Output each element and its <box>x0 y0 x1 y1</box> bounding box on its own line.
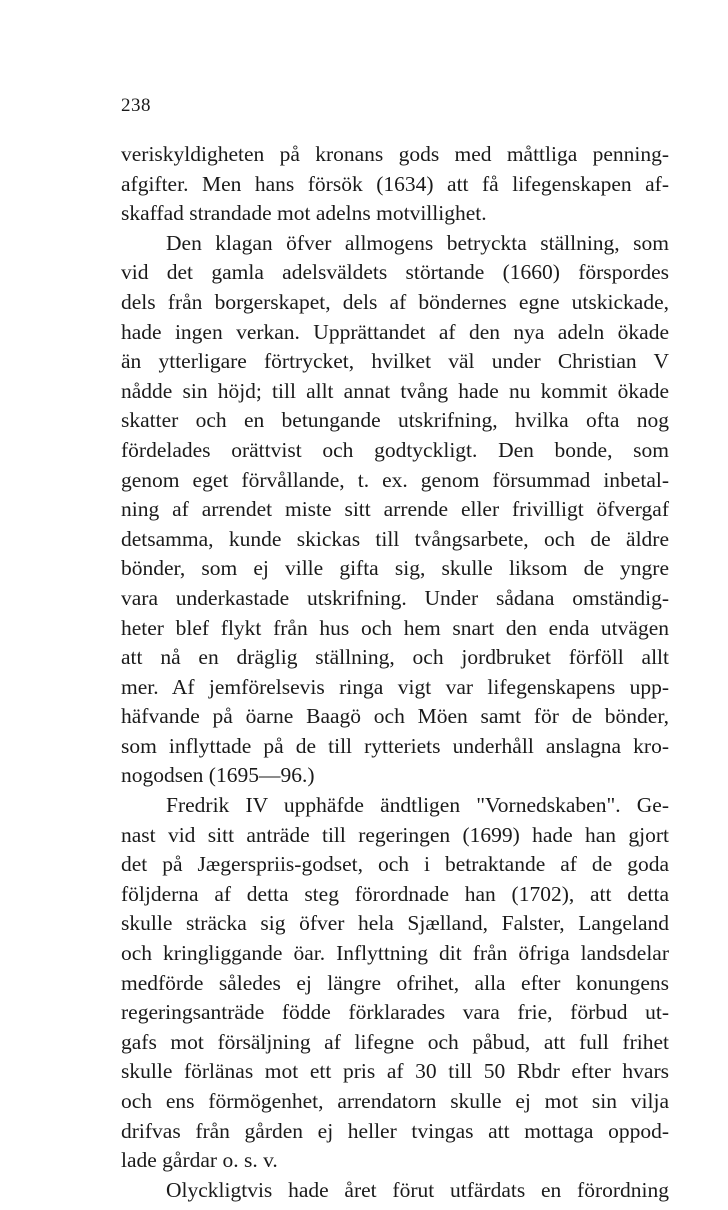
text-line: följderna af detta steg förordnade han (1702), att detta <box>121 881 669 906</box>
text-line: Olyckligtvis hade året förut utfärdats en förordning <box>166 1177 669 1202</box>
text-line: Fredrik IV upphäfde ändtligen "Vornedskaben". Ge- <box>166 793 669 818</box>
text-line: hade ingen verkan. Upprättandet af den nya adeln ökade <box>121 319 669 344</box>
body-text <box>121 140 669 1205</box>
text-line: gafs mot försäljning af lifegne och påbud, att full frihet <box>121 1029 669 1054</box>
text-line: än ytterligare förtrycket, hvilket väl under Christian V <box>121 349 669 374</box>
text-line: drifvas från gården ej heller tvingas att mottaga oppod- <box>121 1118 669 1143</box>
text-line: medförde således ej längre ofrihet, alla efter konungens <box>121 970 669 995</box>
text-line: bönder, som ej ville gifta sig, skulle liksom de yngre <box>121 556 669 581</box>
text-line: fördelades orättvist och godtyckligt. Den bonde, som <box>121 437 669 462</box>
text-line: Den klagan öfver allmogens betryckta ställning, som <box>166 230 669 255</box>
text-line: det på Jægerspriis-godset, och i betraktande af de goda <box>121 852 669 877</box>
text-line: som inflyttade på de till rytteriets underhåll anslagna kro- <box>121 733 669 758</box>
text-line: skaffad strandade mot adelns motvillighet. <box>121 201 487 226</box>
text-line: att nå en dräglig ställning, och jordbruket förföll allt <box>121 645 669 670</box>
text-line: skulle förlänas mot ett pris af 30 till 50 Rbdr efter hvars <box>121 1059 669 1084</box>
text-line: dels från borgerskapet, dels af böndernes egne utskickade, <box>121 289 669 314</box>
text-line: och ens förmögenhet, arrendatorn skulle ej mot sin vilja <box>121 1089 669 1113</box>
text-line: skatter och en betungande utskrifning, hvilka ofta nog <box>121 408 669 433</box>
text-line: häfvande på öarne Baagö och Möen samt för de bönder, <box>121 704 669 729</box>
text-line: skulle sträcka sig öfver hela Sjælland, Falster, Langeland <box>121 911 669 936</box>
text-line: veriskyldigheten på kronans gods med måttliga penning- <box>121 142 669 166</box>
text-line: nådde sin höjd; till allt annat tvång hade nu kommit ökade <box>121 378 669 403</box>
text-line: vara underkastade utskrifning. Under sådana omständig- <box>121 585 669 610</box>
text-line: och kringliggande öar. Inflyttning dit från öfriga landsdelar <box>121 941 669 966</box>
page-number: 238 <box>121 95 151 116</box>
text-line: nogodsen (1695—96.) <box>121 763 315 788</box>
text-line: afgifter. Men hans försök (1634) att få lifegenskapen af- <box>121 171 669 196</box>
text-line: vid det gamla adelsväldets störtande (1660) förspordes <box>121 260 669 285</box>
text-line: genom eget förvållande, t. ex. genom försummad inbetal- <box>121 467 669 492</box>
text-line: heter blef flykt från hus och hem snart den enda utvägen <box>121 615 669 640</box>
text-line: mer. Af jemförelsevis ringa vigt var lifegenskapens upp- <box>121 674 669 699</box>
text-line: ning af arrendet miste sitt arrende eller frivilligt öfvergaf <box>121 497 669 522</box>
text-line: nast vid sitt anträde till regeringen (1699) hade han gjort <box>121 822 669 847</box>
text-line: detsamma, kunde skickas till tvångsarbete, och de äldre <box>121 526 669 551</box>
text-line: lade gårdar o. s. v. <box>121 1148 278 1173</box>
text-line: regeringsanträde födde förklarades vara frie, förbud ut- <box>121 1000 669 1025</box>
